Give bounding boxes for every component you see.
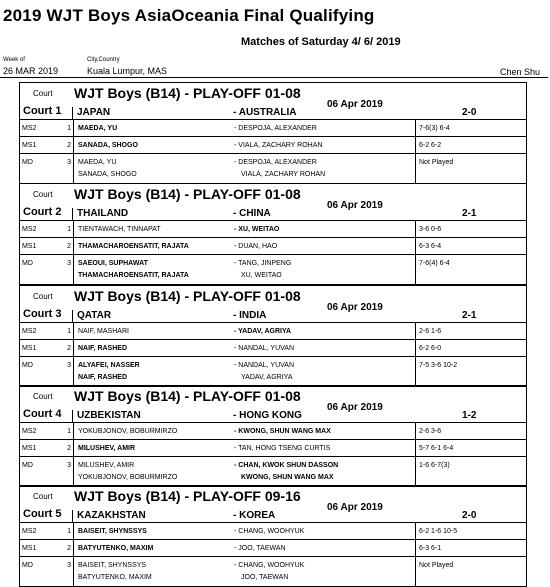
player-a: NAIF, MASHARI [78, 328, 129, 335]
event-type: MS1 [22, 142, 37, 149]
col-divider [73, 154, 74, 183]
tie-score: 2-1 [462, 208, 477, 219]
court-number: Court 4 [23, 408, 62, 420]
player-b: - CHANG, WOOHYUK [234, 562, 305, 569]
match-number: 1 [67, 226, 71, 233]
player-b: - DESPOJA, ALEXANDER [234, 125, 317, 132]
team-a: THAILAND [77, 208, 129, 219]
match-header [20, 386, 526, 422]
match-row [20, 254, 526, 284]
player-b-partner: JOO, TAEWAN [241, 574, 289, 581]
match-result: 5-7 6-1 6-4 [419, 445, 454, 452]
col-divider [73, 557, 74, 586]
player-a-partner: YOKUBJONOV, BOBURMIRZO [78, 474, 178, 481]
team-a: JAPAN [77, 107, 111, 118]
player-a: BAISEIT, SHYNSSYS [78, 528, 147, 535]
match-header [20, 286, 526, 322]
teams-row [74, 107, 524, 119]
match-row [20, 339, 526, 356]
match-number: 1 [67, 328, 71, 335]
player-b: - CHAN, KWOK SHUN DASSON [234, 462, 339, 469]
player-b: - TAN, HONG TSENG CURTIS [234, 445, 331, 452]
player-a: MILUSHEV, AMIR [78, 462, 135, 469]
round-title: WJT Boys (B14) - PLAY-OFF 01-08 [74, 388, 301, 404]
match-number: 3 [67, 260, 71, 267]
match-header [20, 486, 526, 522]
match-result: 3-6 0-6 [419, 226, 442, 233]
player-a-partner: NAIF, RASHED [78, 374, 128, 381]
player-b: - NANDAL, YUVAN [234, 345, 295, 352]
tie-score: 2-0 [462, 107, 477, 118]
event-type: MD [22, 462, 33, 469]
player-a: SAEOUI, SUPHAWAT [78, 260, 148, 267]
match-date: 06 Apr 2019 [327, 402, 383, 413]
match-row [20, 237, 526, 254]
court-number: Court 1 [23, 105, 62, 117]
col-divider [415, 540, 416, 556]
match-result: 6-2 1-6 10-5 [419, 528, 458, 535]
event-type: MS1 [22, 445, 37, 452]
header-separator [72, 410, 73, 422]
match-date: 06 Apr 2019 [327, 200, 383, 211]
referee-name: Chen Shu [500, 67, 541, 77]
col-divider [415, 137, 416, 153]
round-title: WJT Boys (B14) - PLAY-OFF 09-16 [74, 488, 301, 504]
team-b: - KOREA [233, 510, 276, 521]
event-type: MD [22, 260, 33, 267]
event-type: MS1 [22, 345, 37, 352]
court-label: Court [33, 392, 53, 401]
match-number: 2 [67, 243, 71, 250]
event-type: MS2 [22, 428, 37, 435]
col-divider [415, 557, 416, 586]
player-a: ALYAFEI, NASSER [78, 362, 140, 369]
match-block [19, 485, 527, 587]
player-b-partner: VIALA, ZACHARY ROHAN [241, 171, 326, 178]
col-divider [415, 255, 416, 284]
week-value: 26 MAR 2019 [3, 66, 59, 76]
col-divider [415, 357, 416, 386]
tie-score: 2-1 [462, 310, 477, 321]
match-block [19, 385, 527, 487]
match-row [20, 439, 526, 456]
match-number: 2 [67, 142, 71, 149]
court-number: Court 2 [23, 206, 62, 218]
court-label: Court [33, 190, 53, 199]
round-title: WJT Boys (B14) - PLAY-OFF 01-08 [74, 186, 301, 202]
player-b: - YADAV, AGRIYA [234, 328, 292, 335]
round-title: WJT Boys (B14) - PLAY-OFF 01-08 [74, 85, 301, 101]
col-divider [73, 440, 74, 456]
player-b: - TANG, JINPENG [234, 260, 292, 267]
court-label: Court [33, 292, 53, 301]
header-separator [72, 107, 73, 119]
match-block [19, 285, 527, 387]
col-divider [415, 440, 416, 456]
match-result: 7-6(3) 6-4 [419, 125, 450, 132]
event-type: MS2 [22, 226, 37, 233]
match-row [20, 136, 526, 153]
page-title: 2019 WJT Boys AsiaOceania Final Qualifying [3, 6, 375, 25]
team-b: - AUSTRALIA [233, 107, 297, 118]
match-row [20, 119, 526, 136]
player-b: - DESPOJA, ALEXANDER [234, 159, 317, 166]
col-divider [73, 137, 74, 153]
match-block [19, 82, 527, 184]
player-b: - NANDAL, YUVAN [234, 362, 295, 369]
match-number: 1 [67, 428, 71, 435]
match-number: 3 [67, 362, 71, 369]
col-divider [415, 154, 416, 183]
week-label: Week of [3, 57, 25, 63]
tie-score: 2-0 [462, 510, 477, 521]
teams-row [74, 410, 524, 422]
match-number: 1 [67, 125, 71, 132]
col-divider [73, 523, 74, 539]
match-row [20, 220, 526, 237]
player-b: - DUAN, HAO [234, 243, 278, 250]
team-a: QATAR [77, 310, 112, 321]
col-divider [73, 540, 74, 556]
match-date: 06 Apr 2019 [327, 502, 383, 513]
city-value: Kuala Lumpur, MAS [87, 66, 168, 76]
court-label: Court [33, 89, 53, 98]
player-b-partner: YADAV, AGRIYA [241, 374, 293, 381]
col-divider [73, 457, 74, 486]
col-divider [415, 221, 416, 237]
col-divider [73, 323, 74, 339]
match-number: 2 [67, 545, 71, 552]
teams-row [74, 510, 524, 522]
event-type: MS2 [22, 528, 37, 535]
player-a: MAEDA, YU [78, 159, 117, 166]
match-row [20, 153, 526, 183]
match-result: 6-2 6-0 [419, 345, 442, 352]
match-block [19, 183, 527, 285]
team-b: - CHINA [233, 208, 271, 219]
page-subtitle: Matches of Saturday 4/ 6/ 2019 [241, 36, 401, 48]
player-a-partner: BATYUTENKO, MAXIM [78, 574, 152, 581]
match-header [20, 83, 526, 119]
team-a: KAZAKHSTAN [77, 510, 146, 521]
player-b: - XU, WEITAO [234, 226, 280, 233]
col-divider [73, 340, 74, 356]
match-number: 2 [67, 445, 71, 452]
match-result: 7-5 3-6 10-2 [419, 362, 458, 369]
event-type: MS2 [22, 125, 37, 132]
col-divider [73, 221, 74, 237]
match-result: 2-6 3-6 [419, 428, 442, 435]
player-b-partner: KWONG, SHUN WANG MAX [241, 474, 334, 481]
match-number: 3 [67, 562, 71, 569]
court-number: Court 3 [23, 308, 62, 320]
event-type: MS1 [22, 545, 37, 552]
col-divider [73, 357, 74, 386]
match-number: 1 [67, 528, 71, 535]
match-result: 6-2 6-2 [419, 142, 442, 149]
team-b: - INDIA [233, 310, 267, 321]
player-b: - VIALA, ZACHARY ROHAN [234, 142, 323, 149]
player-a: NAIF, RASHED [78, 345, 128, 352]
match-result: 1-6 6-7(3) [419, 462, 450, 469]
match-result: 2-6 1-6 [419, 328, 442, 335]
player-b-partner: XU, WEITAO [241, 272, 282, 279]
col-divider [73, 120, 74, 136]
match-row [20, 422, 526, 439]
match-result: 6-3 6-4 [419, 243, 442, 250]
teams-row [74, 310, 524, 322]
col-divider [415, 523, 416, 539]
player-a: TIENTAWACH, TINNAPAT [78, 226, 161, 233]
header-separator [72, 310, 73, 322]
team-a: UZBEKISTAN [77, 410, 141, 421]
header-separator [72, 510, 73, 522]
player-a: YOKUBJONOV, BOBURMIRZO [78, 428, 178, 435]
col-divider [415, 340, 416, 356]
player-a: BATYUTENKO, MAXIM [78, 545, 154, 552]
player-b: - KWONG, SHUN WANG MAX [234, 428, 331, 435]
match-date: 06 Apr 2019 [327, 99, 383, 110]
teams-row [74, 208, 524, 220]
match-result: Not Played [419, 159, 454, 166]
team-b: - HONG KONG [233, 410, 302, 421]
event-type: MS1 [22, 243, 37, 250]
match-result: Not Played [419, 562, 454, 569]
col-divider [415, 423, 416, 439]
round-title: WJT Boys (B14) - PLAY-OFF 01-08 [74, 288, 301, 304]
match-number: 3 [67, 159, 71, 166]
col-divider [73, 238, 74, 254]
match-result: 6-3 6-1 [419, 545, 442, 552]
match-row [20, 539, 526, 556]
col-divider [415, 323, 416, 339]
event-type: MD [22, 362, 33, 369]
tie-score: 1-2 [462, 410, 477, 421]
player-a: THAMACHAROENSATIT, RAJATA [78, 243, 189, 250]
match-header [20, 184, 526, 220]
city-label: City,Country [87, 57, 120, 63]
player-a: BAISEIT, SHYNSSYS [78, 562, 147, 569]
court-label: Court [33, 492, 53, 501]
match-number: 2 [67, 345, 71, 352]
event-type: MD [22, 562, 33, 569]
match-row [20, 522, 526, 539]
player-a: MILUSHEV, AMIR [78, 445, 136, 452]
col-divider [73, 423, 74, 439]
match-date: 06 Apr 2019 [327, 302, 383, 313]
court-number: Court 5 [23, 508, 62, 520]
player-a: SANADA, SHOGO [78, 142, 138, 149]
col-divider [73, 255, 74, 284]
match-result: 7-6(4) 6-4 [419, 260, 450, 267]
match-number: 3 [67, 462, 71, 469]
match-row [20, 356, 526, 386]
event-type: MD [22, 159, 33, 166]
col-divider [415, 457, 416, 486]
header-divider [0, 77, 548, 78]
player-b: - CHANG, WOOHYUK [234, 528, 305, 535]
col-divider [415, 238, 416, 254]
col-divider [415, 120, 416, 136]
event-type: MS2 [22, 328, 37, 335]
player-a-partner: THAMACHAROENSATIT, RAJATA [78, 272, 189, 279]
match-row [20, 456, 526, 486]
player-a-partner: SANADA, SHOGO [78, 171, 137, 178]
player-b: - JOO, TAEWAN [234, 545, 286, 552]
player-a: MAEDA, YU [78, 125, 118, 132]
header-separator [72, 208, 73, 220]
match-row [20, 556, 526, 586]
match-row [20, 322, 526, 339]
